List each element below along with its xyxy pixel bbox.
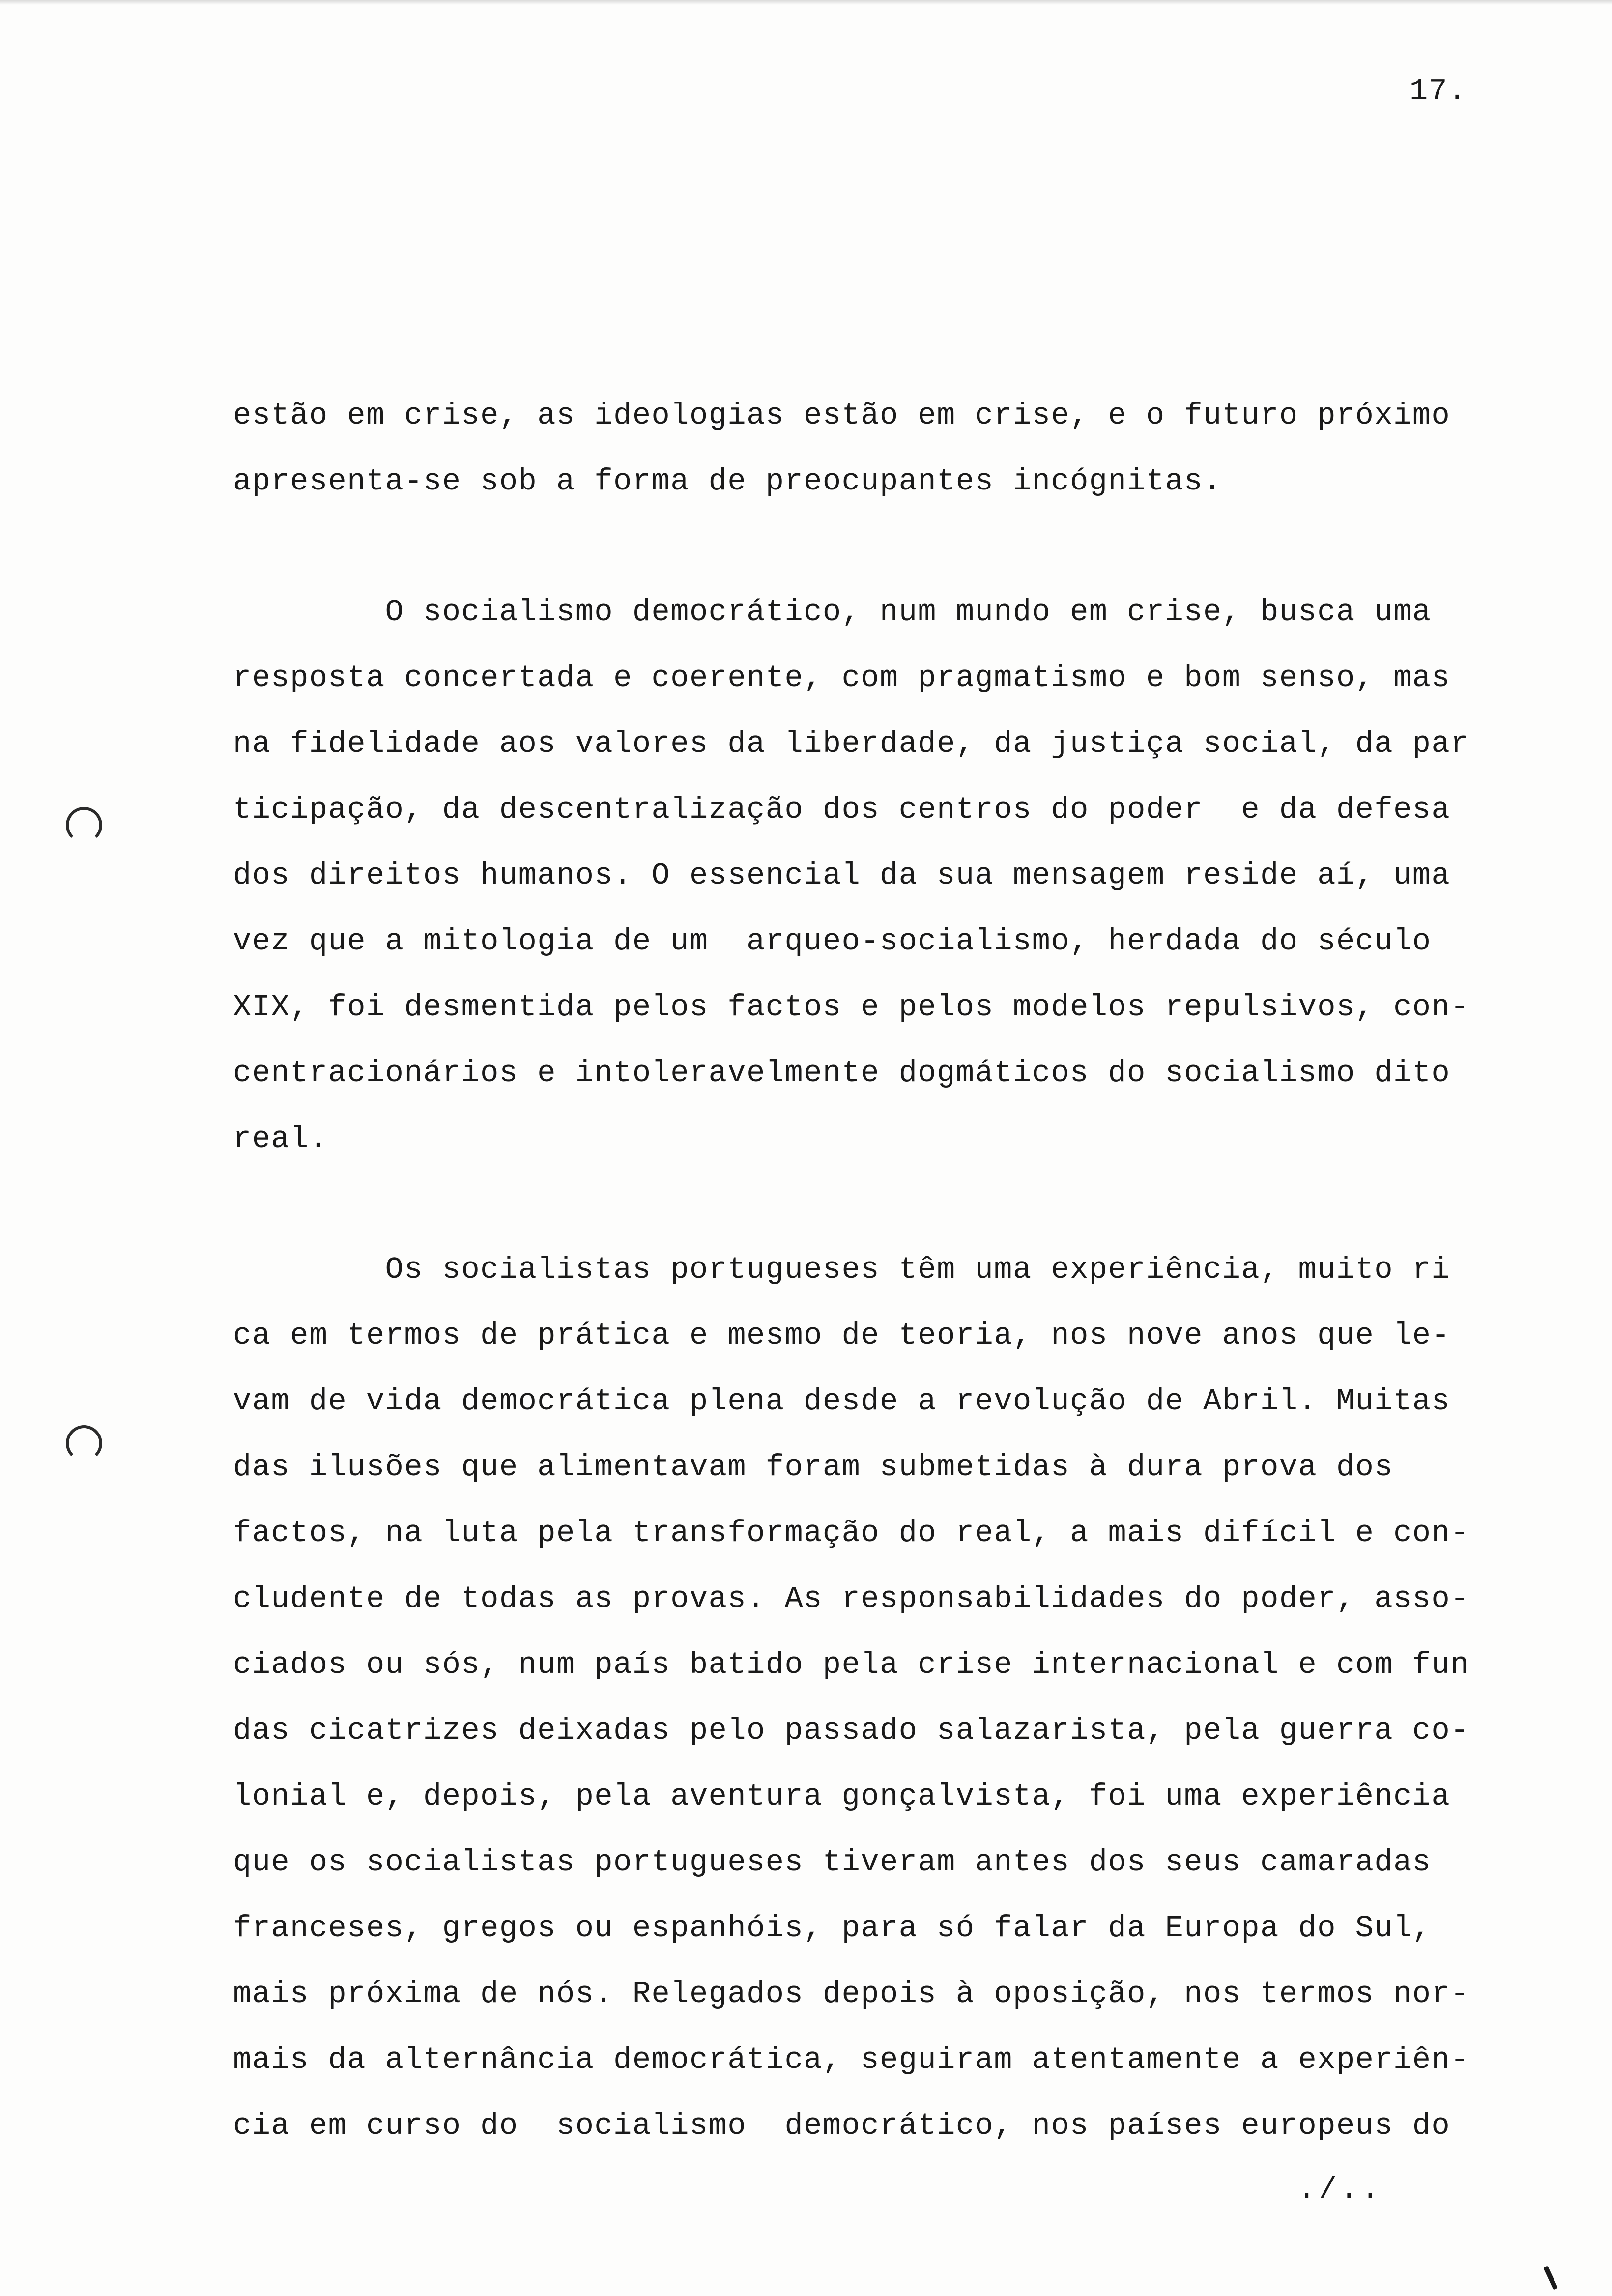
text-line: apresenta-se sob a forma de preocupantes incógnitas. xyxy=(233,464,1222,499)
text-line: dos direitos humanos. O essencial da sua mensagem reside aí, uma xyxy=(233,858,1451,893)
text-line: real. xyxy=(233,1121,328,1156)
text-line: vez que a mitologia de um arqueo-socialismo, herdada do século xyxy=(233,924,1432,959)
page-number: 17. xyxy=(1410,74,1468,109)
text-line: O socialismo democrático, num mundo em crise, busca uma xyxy=(233,595,1432,630)
text-line: factos, na luta pela transformação do real, a mais difícil e con- xyxy=(233,1516,1469,1550)
text-line: franceses, gregos ou espanhóis, para só falar da Europa do Sul, xyxy=(233,1911,1432,1946)
scan-corner-mark xyxy=(1543,2266,1558,2290)
text-line: mais próxima de nós. Relegados depois à oposição, nos termos nor- xyxy=(233,1977,1469,2011)
punch-hole-mark xyxy=(66,1425,102,1462)
text-line: na fidelidade aos valores da liberdade, da justiça social, da par xyxy=(233,726,1469,761)
text-line: estão em crise, as ideologias estão em crise, e o futuro próximo xyxy=(233,398,1451,433)
punch-hole-mark xyxy=(66,807,102,843)
continuation-mark: ./.. xyxy=(1297,2172,1382,2207)
text-line: das cicatrizes deixadas pelo passado salazarista, pela guerra co- xyxy=(233,1713,1469,1748)
text-line: cia em curso do socialismo democrático, nos países europeus do xyxy=(233,2108,1451,2143)
text-line: centracionários e intoleravelmente dogmáticos do socialismo dito xyxy=(233,1056,1451,1091)
text-line: das ilusões que alimentavam foram submetidas à dura prova dos xyxy=(233,1450,1394,1485)
text-line: ciados ou sós, num país batido pela crise internacional e com fun xyxy=(233,1647,1469,1682)
text-line: mais da alternância democrática, seguiram atentamente a experiên- xyxy=(233,2042,1469,2077)
text-line: vam de vida democrática plena desde a revolução de Abril. Muitas xyxy=(233,1384,1451,1419)
text-line: ticipação, da descentralização dos centros do poder e da defesa xyxy=(233,792,1451,827)
text-line: Os socialistas portugueses têm uma experiência, muito ri xyxy=(233,1252,1451,1287)
text-line: cludente de todas as provas. As responsabilidades do poder, asso- xyxy=(233,1581,1469,1616)
text-line: XIX, foi desmentida pelos factos e pelos modelos repulsivos, con- xyxy=(233,990,1469,1025)
scan-top-edge xyxy=(0,0,1612,5)
text-line: lonial e, depois, pela aventura gonçalvista, foi uma experiência xyxy=(233,1779,1451,1814)
text-line: que os socialistas portugueses tiveram antes dos seus camaradas xyxy=(233,1845,1432,1880)
text-line: resposta concertada e coerente, com pragmatismo e bom senso, mas xyxy=(233,660,1451,695)
text-line: ca em termos de prática e mesmo de teoria, nos nove anos que le- xyxy=(233,1318,1451,1353)
